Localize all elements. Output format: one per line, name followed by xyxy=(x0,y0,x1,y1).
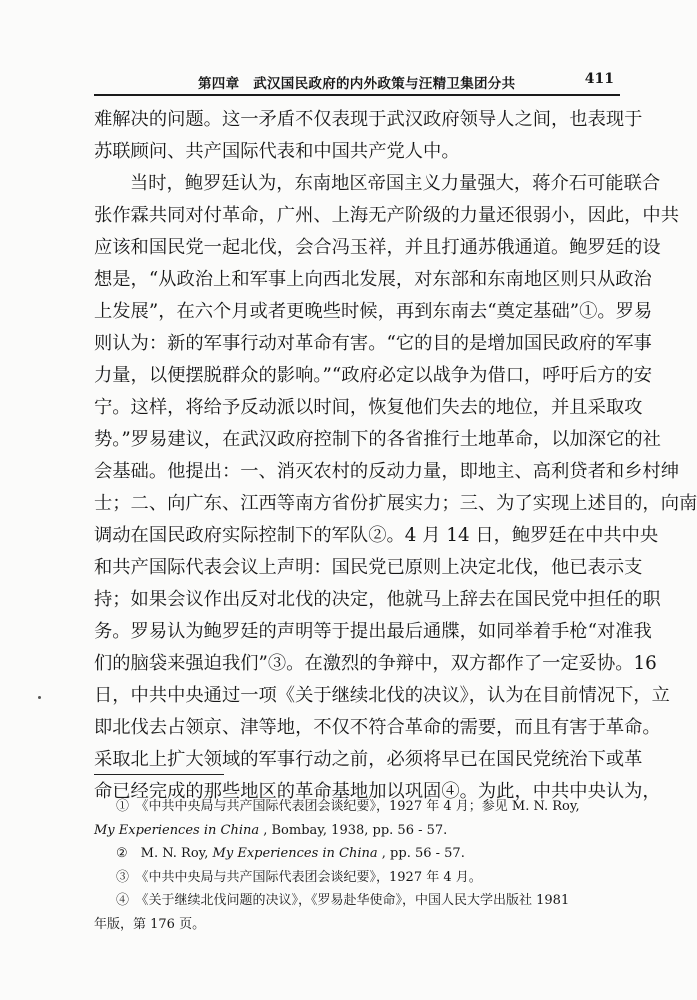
body-line: 调动在国民政府实际控制下的军队②。4 月 14 日，鲍罗廷在中共中央 xyxy=(94,525,659,546)
body-line: 力量，以便摆脱群众的影响。”“政府必定以战争为借口，呼吁后方的安 xyxy=(94,365,652,386)
body-line: 士；二、向广东、江西等南方省份扩展实力；三、为了实现上述目的，向南 xyxy=(94,493,697,514)
body-line: 苏联顾问、共产国际代表和中国共产党人中。 xyxy=(94,141,460,162)
body-line: 即北伐去占领京、津等地，不仅不符合革命的需要，而且有害于革命。 xyxy=(94,717,661,738)
book-title: My Experiences in China xyxy=(94,822,260,838)
body-line: 采取北上扩大领域的军事行动之前，必须将早已在国民党统治下或革 xyxy=(94,749,643,770)
chapter-title: 第四章 武汉国民政府的内外政策与汪精卫集团分共 xyxy=(198,76,516,92)
body-line: 难解决的问题。这一矛盾不仅表现于武汉政府领导人之间，也表现于 xyxy=(94,109,643,130)
footnotes xyxy=(94,795,624,936)
body-line: 和共产国际代表会议上声明：国民党已原则上决定北伐，他已表示支 xyxy=(94,557,643,578)
body-line: 会基础。他提出：一、消灭农村的反动力量，即地主、高利贷者和乡村绅 xyxy=(94,461,679,482)
footnote-line: My Experiences in China , Bombay, 1938, pp. 56 - 57. xyxy=(94,822,448,838)
page-number: 411 xyxy=(584,71,614,87)
body-line: 张作霖共同对付革命，广州、上海无产阶级的力量还很弱小，因此，中共 xyxy=(94,205,679,226)
running-header xyxy=(94,64,620,94)
body-line: 势。”罗易建议，在武汉政府控制下的各省推行土地革命，以加深它的社 xyxy=(94,429,661,450)
body-line: 务。罗易认为鲍罗廷的声明等于提出最后通牒，如同举着手枪“对准我 xyxy=(94,621,652,642)
body-line: 持；如果会议作出反对北伐的决定，他就马上辞去在国民党中担任的职 xyxy=(94,589,661,610)
body-line: 们的脑袋来强迫我们”③。在激烈的争辩中，双方都作了一定妥协。16 xyxy=(94,653,657,674)
footnote-line: 年版，第 176 页。 xyxy=(94,916,206,932)
book-title: My Experiences in China xyxy=(212,846,378,861)
scan-speck xyxy=(38,696,41,699)
body-line: 应该和国民党一起北伐，会合冯玉祥，并且打通苏俄通道。鲍罗廷的设 xyxy=(94,237,661,258)
footnote-line: ③ 《中共中央局与共产国际代表团会谈纪要》，1927 年 4 月。 xyxy=(116,869,482,885)
footnote-separator xyxy=(94,774,224,775)
footnote-line: ④ 《关于继续北伐问题的决议》，《罗易赴华使命》，中国人民大学出版社 1981 xyxy=(116,893,570,908)
footnote-line: ① 《中共中央局与共产国际代表团会谈纪要》，1927 年 4 月；参见 M. N. Roy, xyxy=(116,799,580,814)
body-line: 当时，鲍罗廷认为，东南地区帝国主义力量强大，蒋介石可能联合 xyxy=(130,173,661,194)
body-line: 宁。这样，将给予反动派以时间，恢复他们失去的地位，并且采取攻 xyxy=(94,397,643,418)
body-line: 日，中共中央通过一项《关于继续北伐的决议》，认为在目前情况下，立 xyxy=(94,685,670,706)
body-line: 则认为：新的军事行动对革命有害。“它的目的是增加国民政府的军事 xyxy=(94,333,652,354)
footnote-line: ② M. N. Roy, My Experiences in China , pp. 56 - 57. xyxy=(116,846,465,861)
header-rule xyxy=(94,94,620,96)
body-line: 上发展”，在六个月或者更晚些时候，再到东南去“奠定基础”①。罗易 xyxy=(94,301,653,322)
body-line: 命已经完成的那些地区的革命基地加以巩固④。为此，中共中央认为， xyxy=(94,781,661,802)
body-line: 想是，“从政治上和军事上向西北发展，对东部和东南地区则只从政治 xyxy=(94,269,652,290)
body-text xyxy=(94,104,697,808)
